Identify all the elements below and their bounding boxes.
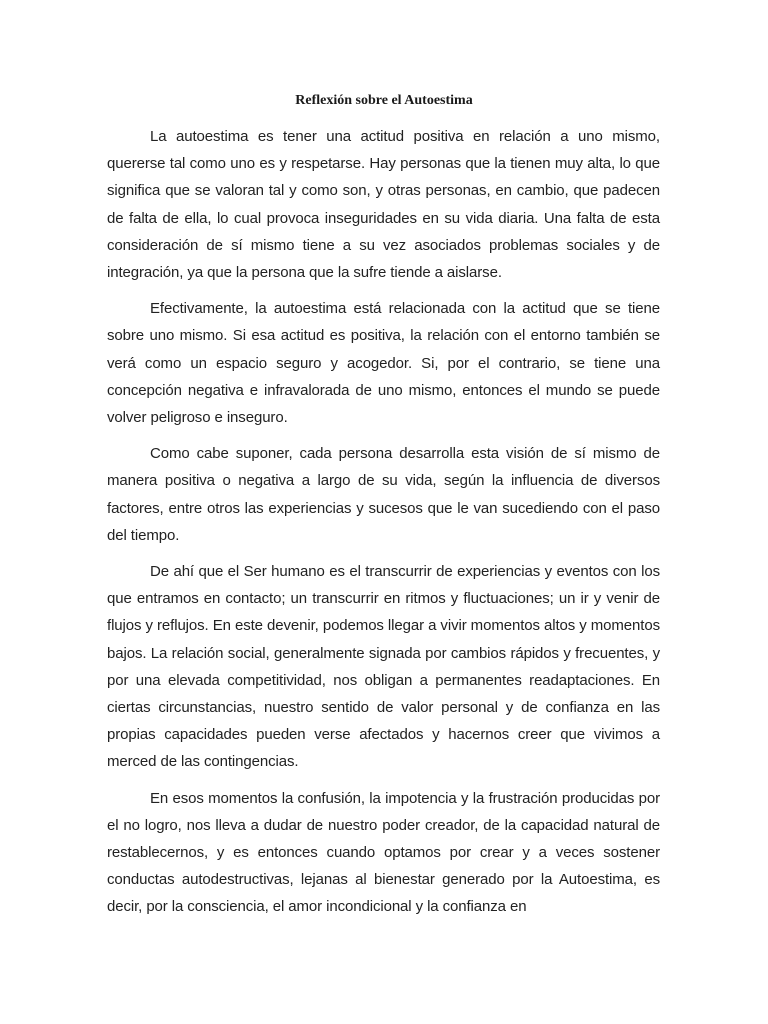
- paragraph-5: En esos momentos la confusión, la impotencia y la frustración producidas por el no logro, nos lleva a dudar de nuestro poder creador, de la capacidad natural de restablecernos, y es entonces cuando optamos por crear y a veces sostener conductas autodestructivas, lejanas al bienestar generado por la Autoestima, es decir, por la consciencia, el amor incondicional y la confianza en: [107, 789, 660, 916]
- paragraph-1: La autoestima es tener una actitud positiva en relación a uno mismo, quererse tal como uno es y respetarse. Hay personas que la tienen muy alta, lo que significa que se valoran tal y como son, y otras personas, en cambio, que padecen de falta de ella, lo cual provoca inseguridades en su vida diaria. Una falta de esta consideración de sí mismo tiene a su vez asociados problemas sociales y de integración, ya que la persona que la sufre tiende a aislarse.: [107, 128, 660, 282]
- paragraph-2: Efectivamente, la autoestima está relacionada con la actitud que se tiene sobre uno mismo. Si esa actitud es positiva, la relación con el entorno también se verá como un espacio seguro y acogedor. Si, por el contrario, se tiene una concepción negativa e infravalorada de uno mismo, entonces el mundo se puede volver peligroso e inseguro.: [107, 300, 660, 427]
- paragraph-3: Como cabe suponer, cada persona desarrolla esta visión de sí mismo de manera positiva o negativa a largo de su vida, según la influencia de diversos factores, entre otros las experiencias y sucesos que le van sucediendo con el paso del tiempo.: [107, 445, 660, 544]
- document-title: Reflexión sobre el Autoestima: [295, 93, 473, 108]
- document-body: [107, 123, 660, 930]
- paragraph-4: De ahí que el Ser humano es el transcurrir de experiencias y eventos con los que entramos en contacto; un transcurrir en ritmos y fluctuaciones; un ir y venir de flujos y reflujos. En este devenir, podemos llegar a vivir momentos altos y momentos bajos. La relación social, generalmente signada por cambios rápidos y frecuentes, y por una elevada competitividad, nos obligan a permanentes readaptaciones. En ciertas circunstancias, nuestro sentido de valor personal y de confianza en las propias capacidades pueden verse afectados y hacernos creer que vivimos a merced de las contingencias.: [107, 563, 660, 771]
